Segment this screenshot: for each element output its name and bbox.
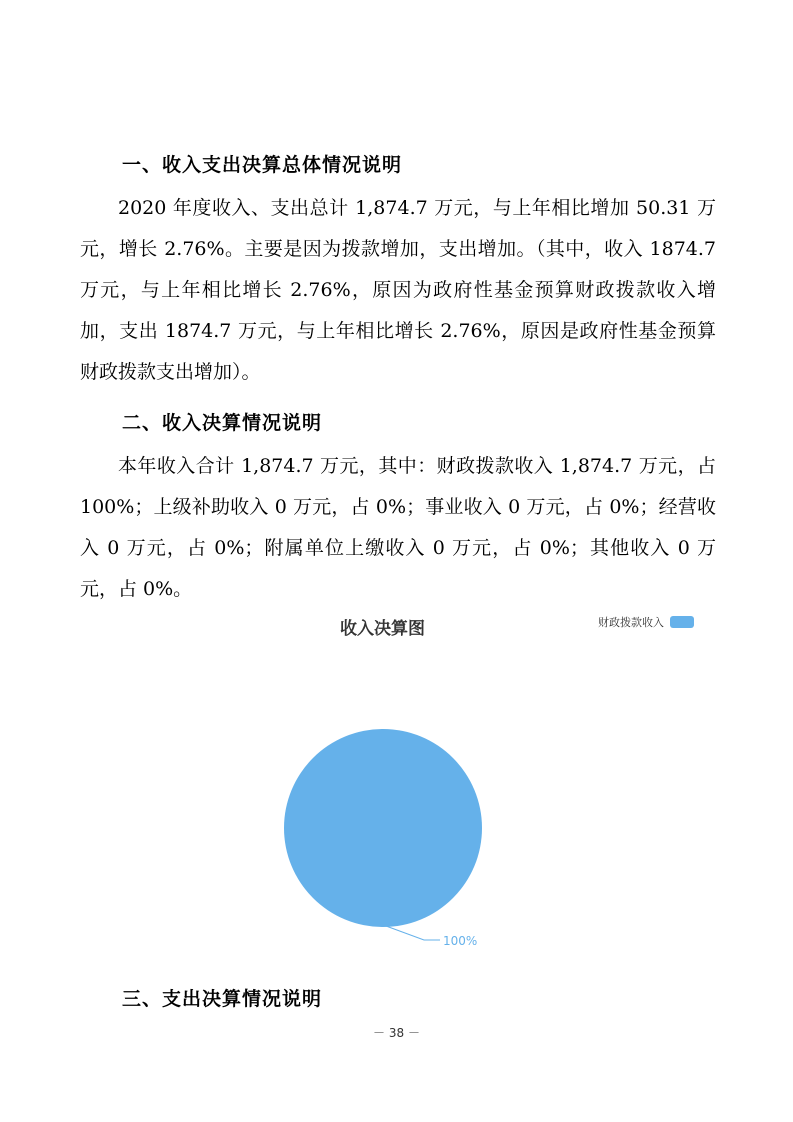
slice-percent-label: 100% xyxy=(443,934,478,948)
section-2-heading: 二、收入决算情况说明 xyxy=(122,412,323,434)
legend-label: 财政拨款收入 xyxy=(598,616,664,629)
section-1-heading: 一、收入支出决算总体情况说明 xyxy=(122,154,403,176)
section-3-heading: 三、支出决算情况说明 xyxy=(122,988,323,1010)
chart-title: 收入决算图 xyxy=(340,619,425,639)
slice-leader-line xyxy=(386,926,440,940)
page-number: － 38 － xyxy=(373,1026,420,1040)
section-2-paragraph: 本年收入合计 1,874.7 万元，其中：财政拨款收入 1,874.7 万元，占 100%；上级补助收入 0 万元，占 0%；事业收入 0 万元，占 0%；经营收入 0 万元，占 0%；附属单位上缴收入 0 万元，占 0%；其他收入 0 万元，占 0%。 xyxy=(80,455,716,600)
section-1-paragraph: 2020 年度收入、支出总计 1,874.7 万元，与上年相比增加 50.31 万元，增长 2.76%。主要是因为拨款增加，支出增加。（其中，收入 1874.7 万元，与上年相比增长 2.76%，原因为政府性基金预算财政拨款收入增加，支出 1874.7 万元，与上年相比增长 2.76%，原因是政府性基金预算财政拨款支出增加）。 xyxy=(80,197,716,383)
pie-slice[interactable] xyxy=(284,729,482,927)
